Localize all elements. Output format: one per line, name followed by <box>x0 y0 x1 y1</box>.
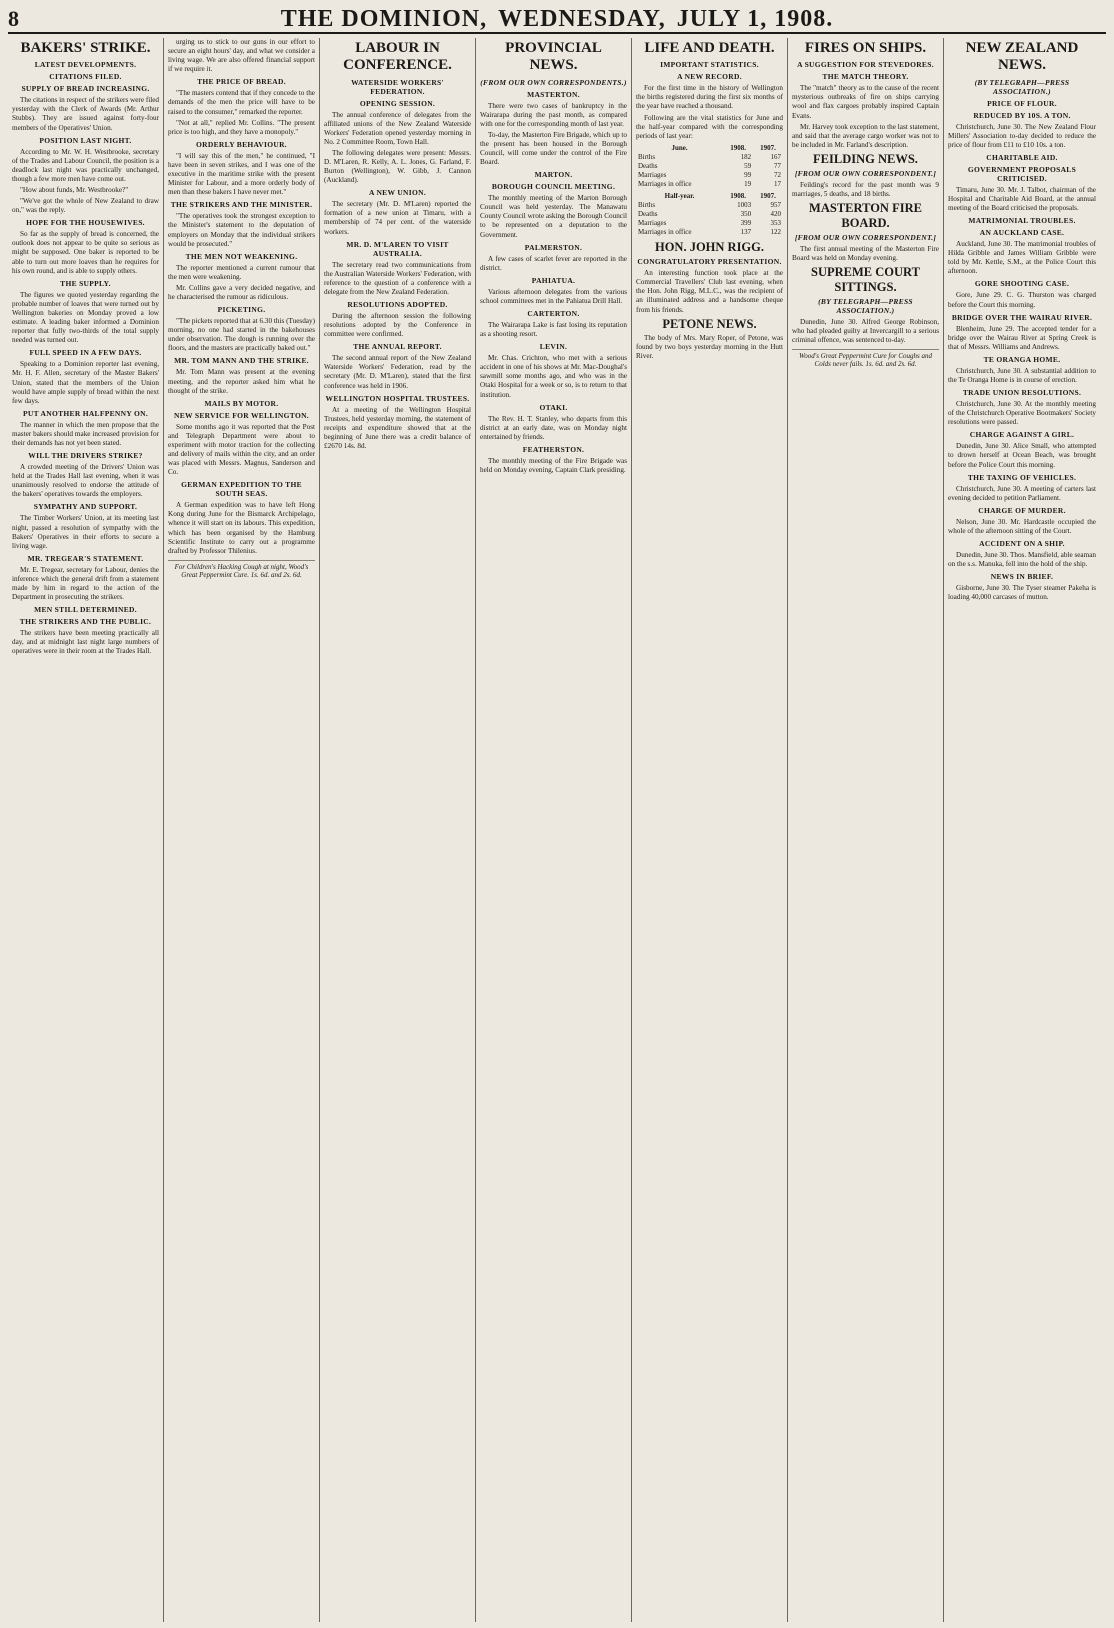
article-paragraph: "The masters contend that if they concede to the demands of the men the price will have to be raised to the consumer," remarked the reporter. <box>168 89 315 116</box>
section-subhead: BRIDGE OVER THE WAIRAU RIVER. <box>951 312 1093 322</box>
stats-value: 122 <box>770 227 781 236</box>
section-subhead: ORDERLY BEHAVIOUR. <box>196 139 287 149</box>
section-subhead: MATRIMONIAL TROUBLES. <box>968 216 1076 226</box>
stats-value: 72 <box>774 170 781 179</box>
article-paragraph: Auckland, June 30. The matrimonial troubles of Hilda Gribble and James William Gribble were told by Mr. Kettle, S.M., at the Police Court this afternoon. <box>948 240 1096 276</box>
stats-value: 957 <box>770 200 781 209</box>
stats-value: 350 <box>740 209 752 218</box>
advertisement: For Children's Hacking Cough at night, Wood's Great Peppermint Cure. 1s. 6d. and 2s. 6d. <box>168 560 315 579</box>
section-subhead: THE SUPPLY. <box>60 278 111 288</box>
article-paragraph: "The pickets reported that at 6.30 this (Tuesday) morning, no one had started in the bakehouses under observation. The dough is running over the floors, and the masters are practically baked out." <box>168 317 315 353</box>
article-paragraph: "We've got the whole of New Zealand to draw on," was the reply. <box>12 197 159 215</box>
article-paragraph: The annual conference of delegates from the affiliated unions of the New Zealand Waterside Workers' Federation opened yesterday morning in No. 2 Committee Room, Town Hall. <box>324 110 471 146</box>
article-paragraph: Christchurch, June 30. At the monthly meeting of the Christchurch Operative Bootmakers' Society resolutions were passed. <box>948 400 1096 427</box>
stats-row <box>636 162 783 171</box>
column-6 <box>788 38 944 1622</box>
article-paragraph: For the first time in the history of Wellington the births registered during the first six months of the year have reached a thousand. <box>636 84 783 111</box>
article-paragraph: Various afternoon delegates from the various school committees met in the Pahiatua Drill Hall. <box>480 287 627 305</box>
article-paragraph: Mr. Tom Mann was present at the evening meeting, and the reporter asked him what he thought of the strike. <box>168 368 315 395</box>
stats-year: 1908. <box>730 191 746 200</box>
article-paragraph: Timaru, June 30. Mr. J. Talbot, chairman of the Hospital and Charitable Aid Board, at the annual meeting of the Board criticised the proposals. <box>948 185 1096 212</box>
section-subhead: FEATHERSTON. <box>522 444 585 454</box>
article-paragraph: Speaking to a Dominion reporter last evening, Mr. H. F. Allen, secretary of the Master Bakers' Union, stated that the members of the Union would have ample supply of bread within the next few days. <box>12 360 159 405</box>
article-paragraph: Mr. Collins gave a very decided negative, and he characterised the rumour as ridiculous. <box>168 283 315 301</box>
article-paragraph: Mr. Harvey took exception to the last statement, and said that the average cargo worker was not to be included in Mr. Farland's description. <box>792 122 939 149</box>
article-paragraph: The "match" theory as to the cause of the recent mysterious outbreaks of fire on ships carrying wool and flax cargoes probably inspired Captain Evans. <box>792 84 939 120</box>
page-number: 8 <box>8 6 19 31</box>
article-paragraph: The strikers have been meeting practically all day, and at midnight last night large numbers of operatives were in their room at the Trades Hall. <box>12 629 159 656</box>
section-subhead: WELLINGTON HOSPITAL TRUSTEES. <box>325 393 470 403</box>
section-subhead: SYMPATHY AND SUPPORT. <box>33 502 138 512</box>
section-subhead: AN AUCKLAND CASE. <box>979 228 1065 238</box>
column-5 <box>632 38 788 1622</box>
stats-label: Marriages in office <box>638 227 692 236</box>
article-paragraph: The body of Mrs. Mary Roper, of Petone, was found by two boys yesterday morning in the Hutt River. <box>636 334 783 361</box>
section-subhead: MASTERTON FIRE BOARD. <box>809 201 922 230</box>
section-subhead: RESOLUTIONS ADOPTED. <box>347 300 448 309</box>
section-subhead: GOVERNMENT PROPOSALS CRITICISED. <box>967 164 1077 183</box>
section-subhead: A NEW UNION. <box>368 188 426 198</box>
article-paragraph: Gore, June 29. C. G. Thurston was charged before the Court this morning. <box>948 291 1096 309</box>
stats-year: 1908. <box>730 143 746 152</box>
section-subhead: (BY TELEGRAPH—PRESS ASSOCIATION.) <box>818 297 913 316</box>
article-paragraph: To-day, the Masterton Fire Brigade, which up to the present has been housed in the Borough Council, will come under the control of the Fire Board. <box>480 130 627 167</box>
section-subhead: MASTERTON. <box>527 89 580 99</box>
stats-value: 77 <box>774 161 781 170</box>
section-subhead: POSITION LAST NIGHT. <box>39 135 132 145</box>
stats-value: 19 <box>744 179 752 188</box>
stats-value: 59 <box>744 161 752 170</box>
section-subhead: THE MEN NOT WEAKENING. <box>185 251 298 261</box>
article-paragraph: Nelson, June 30. Mr. Hardcastle occupied the whole of the afternoon sitting of the Court. <box>948 517 1096 535</box>
article-paragraph: At a meeting of the Wellington Hospital Trustees, held yesterday morning, the statement of receipts and expenditure showed that at the beginning of June there was a credit balance of £2670 14s. 8d. <box>324 405 471 451</box>
section-subhead: IMPORTANT STATISTICS. <box>660 60 759 70</box>
section-subhead: GORE SHOOTING CASE. <box>974 279 1070 289</box>
stats-row <box>636 180 783 189</box>
stats-label: Marriages in office <box>638 179 692 188</box>
paper-name: THE DOMINION, <box>280 6 488 32</box>
article-paragraph: According to Mr. W. H. Westbrooke, secretary of the Trades and Labour Council, the position is a deadlock last night was practically unchanged, though a few more men have come out. <box>12 147 159 183</box>
article-paragraph: The second annual report of the New Zealand Waterside Workers' Federation, read by the secretary (Mr. D. M'Laren), stated that the first conference was held in 1906. <box>324 354 471 390</box>
section-subhead: THE MATCH THEORY. <box>822 72 909 82</box>
section-subhead: THE STRIKERS AND THE PUBLIC. <box>19 617 152 627</box>
article-paragraph: "Not at all," replied Mr. Collins. "The present price is too high, and they have a monopoly." <box>168 118 315 136</box>
column-heading: LIFE AND DEATH. <box>644 40 775 56</box>
stats-value: 17 <box>774 179 781 188</box>
article-paragraph: So far as the supply of bread is concerned, the outlook does not appear to be quite so serious as might be supposed. One baker is reported to be able to turn out more loaves than he requires for his own round, and is able to supply others. <box>12 230 159 275</box>
article-paragraph: The monthly meeting of the Marton Borough Council was held yesterday. The Manawatu County Council wrote asking the Borough Council to be represented on a deputation to the Government. <box>480 194 627 239</box>
section-subhead: A NEW RECORD. <box>677 72 742 82</box>
stats-label: Births <box>638 200 656 209</box>
section-subhead: [FROM OUR OWN CORRESPONDENT.] <box>794 233 937 243</box>
article-paragraph: Feilding's record for the past month was 9 marriages, 5 deaths, and 18 births. <box>792 181 939 199</box>
stats-value: 99 <box>744 170 752 179</box>
article-paragraph: Following are the vital statistics for June and the half-year compared with the corresponding periods of last year: <box>636 113 783 140</box>
issue-day: WEDNESDAY, <box>498 6 666 32</box>
section-subhead: TE ORANGA HOME. <box>983 354 1061 364</box>
article-paragraph: Dunedin, June 30. Alice Small, who attempted to drown herself at Ocean Beach, was brought before the Police Court this morning. <box>948 442 1096 469</box>
article-paragraph: The Wairarapa Lake is fast losing its reputation as a shooting resort. <box>480 321 627 339</box>
stats-row <box>636 219 783 228</box>
stats-table <box>636 144 783 189</box>
stats-year: 1907. <box>760 191 776 200</box>
column-heading: FIRES ON SHIPS. <box>804 40 927 56</box>
article-paragraph: Dunedin, June 30. Thos. Mansfield, able seaman on the s.s. Manuka, fell into the hold of the ship. <box>948 551 1096 569</box>
stats-label: Marriages <box>638 170 667 179</box>
article-paragraph: Christchurch, June 30. The New Zealand Flour Millers' Association to-day decided to reduce the price of flour from £11 to £10 10s. a ton. <box>948 122 1096 149</box>
section-subhead: FULL SPEED IN A FEW DAYS. <box>29 348 142 358</box>
section-subhead: MAILS BY MOTOR. <box>204 398 279 408</box>
section-subhead: HON. JOHN RIGG. <box>654 239 765 254</box>
section-subhead: THE TAXING OF VEHICLES. <box>967 472 1077 482</box>
section-subhead: PETONE NEWS. <box>662 316 757 331</box>
section-subhead: ACCIDENT ON A SHIP. <box>979 539 1065 549</box>
column-heading: PROVINCIAL NEWS. <box>505 40 602 74</box>
stats-value: 1003 <box>737 200 752 209</box>
section-subhead: HOPE FOR THE HOUSEWIVES. <box>26 218 145 228</box>
section-subhead: CARTERTON. <box>527 309 580 318</box>
stats-row <box>636 153 783 162</box>
article-paragraph: The following delegates were present: Messrs. D. M'Laren, R. Kelly, A. L. Jones, G. Farland, F. Burton (Wellington), W. Gibb, J. Cannon (Auckland). <box>324 148 471 185</box>
masthead <box>8 6 1106 34</box>
column-heading: BAKERS' STRIKE. <box>20 40 151 56</box>
section-subhead: MR. TOM MANN AND THE STRIKE. <box>174 356 309 366</box>
section-subhead: THE ANNUAL REPORT. <box>353 342 442 352</box>
article-paragraph: A German expedition was to have left Hong Kong during June for the Bismarck Archipelago, whence it will start on its labours. This expedition, which has been organised by the Hamburg Scientific Institute to carry out a programme drafted by Professor Thilenius. <box>168 501 315 555</box>
column-heading: NEW ZEALAND NEWS. <box>965 40 1079 74</box>
article-paragraph: A crowded meeting of the Drivers' Union was held at the Trades Hall last evening, when it was unanimously resolved to endorse the attitude of the bakers' operatives towards the employers. <box>12 463 159 499</box>
stats-period: Half-year. <box>664 191 695 200</box>
section-subhead: PAHIATUA. <box>531 275 576 285</box>
section-subhead: CHARGE AGAINST A GIRL. <box>969 430 1075 440</box>
section-subhead: THE PRICE OF BREAD. <box>197 77 286 87</box>
stats-label: Deaths <box>638 161 658 170</box>
advertisement: Wood's Great Peppermint Cure for Coughs and Colds never fails. 1s. 6d. and 2s. 6d. <box>792 349 939 368</box>
article-paragraph: The secretary (Mr. D. M'Laren) reported the formation of a new union at Timaru, with a membership of 74 per cent. of the waterside workers. <box>324 200 471 236</box>
section-subhead: REDUCED BY 10S. A TON. <box>973 110 1071 120</box>
stats-row <box>636 210 783 219</box>
section-subhead: CHARGE OF MURDER. <box>978 505 1066 515</box>
column-2 <box>164 38 320 1622</box>
stats-value: 399 <box>740 218 752 227</box>
issue-date: JULY 1, 1908. <box>676 6 834 32</box>
column-4 <box>476 38 632 1622</box>
section-subhead: PRICE OF FLOUR. <box>987 98 1057 108</box>
section-subhead: CHARITABLE AID. <box>986 152 1058 162</box>
section-subhead: GERMAN EXPEDITION TO THE SOUTH SEAS. <box>181 480 302 499</box>
stats-label: Deaths <box>638 209 658 218</box>
article-paragraph: The manner in which the men propose that the master bakers should make increased provision for their demands has not yet been stated. <box>12 420 159 447</box>
stats-label: Marriages <box>638 218 667 227</box>
section-subhead: LEVIN. <box>539 342 568 352</box>
stats-row <box>636 201 783 210</box>
article-paragraph: The Rev. H. T. Stanley, who departs from this district at an early date, was on Monday night entertained by friends. <box>480 414 627 441</box>
section-subhead: MR. D. M'LAREN TO VISIT AUSTRALIA. <box>346 239 449 258</box>
article-paragraph: Some months ago it was reported that the Post and Telegraph Department were about to experiment with motor traction for the collecting and delivery of mails within the city, and an order was placed with Messrs. Magnus, Sanderson and Co. <box>168 422 315 477</box>
section-subhead: PICKETING. <box>217 305 266 315</box>
section-subhead: OTAKI. <box>539 402 568 412</box>
section-subhead: A SUGGESTION FOR STEVEDORES. <box>797 60 934 70</box>
section-subhead: NEWS IN BRIEF. <box>990 572 1054 582</box>
article-paragraph: The citations in respect of the strikers were filed yesterday with the Clerk of Awards (Mr. Arthur Stubbs). They are issued against forty-four members of the Operatives' Union. <box>12 96 159 132</box>
section-subhead: LATEST DEVELOPMENTS. <box>34 60 137 70</box>
article-paragraph: The first annual meeting of the Masterton Fire Board was held on Monday evening. <box>792 245 939 263</box>
stats-row <box>636 171 783 180</box>
section-subhead: (FROM OUR OWN CORRESPONDENTS.) <box>480 77 627 87</box>
article-paragraph: Mr. E. Tregear, secretary for Labour, denies the inference which the general drift from a statement made by him in regard to the action of the Department in prosecuting the strikers. <box>12 565 159 602</box>
section-subhead: PUT ANOTHER HALFPENNY ON. <box>22 408 148 418</box>
article-paragraph: The secretary read two communications from the Australian Waterside Workers' Federation, with reference to the question of a conference with a delegate from the New Zealand Federation. <box>324 260 471 296</box>
article-paragraph: The reporter mentioned a current rumour that the men were weakening. <box>168 263 315 281</box>
stats-period: June. <box>671 143 688 152</box>
section-subhead: SUPREME COURT SITTINGS. <box>811 265 920 294</box>
section-subhead: BOROUGH COUNCIL MEETING. <box>491 182 616 192</box>
article-paragraph: urging us to stick to our guns in our effort to secure an eight hours' day, and what we consider a living wage. We are also offered financial support if we require it. <box>168 38 315 74</box>
section-subhead: NEW SERVICE FOR WELLINGTON. <box>174 410 309 420</box>
stats-value: 353 <box>770 218 781 227</box>
column-1 <box>8 38 164 1622</box>
column-7 <box>944 38 1100 1622</box>
section-subhead: MARTON. <box>534 170 573 180</box>
article-paragraph: Dunedin, June 30. Alfred George Robinson, who had pleaded guilty at Invercargill to a serious criminal offence, was sentenced to-day. <box>792 318 939 345</box>
article-paragraph: The figures we quoted yesterday regarding the probable number of loaves that were turned out by Wellington bakeries on Monday proved a low estimate. A leading baker informed a Dominion reporter that fully two-thirds of the total supply needed was turned out. <box>12 290 159 345</box>
section-subhead: THE STRIKERS AND THE MINISTER. <box>170 200 313 210</box>
section-subhead: MR. TREGEAR'S STATEMENT. <box>27 553 144 563</box>
article-paragraph: Gisborne, June 30. The Tyser steamer Pakeha is loading 40,000 carcases of mutton. <box>948 584 1096 602</box>
article-paragraph: Mr. Chas. Crichton, who met with a serious accident in one of his shows at Mr. Mac-Doughal's sawmill some months ago, and who was in the Otaki Hospital for a week or so, is to return to that institution. <box>480 354 627 399</box>
section-subhead: FEILDING NEWS. <box>813 151 918 166</box>
article-paragraph: Blenheim, June 29. The accepted tender for a bridge over the Wairau River at Spring Creek is that of Messrs. Williams and Andrews. <box>948 324 1096 351</box>
column-heading: LABOUR IN CONFERENCE. <box>343 40 452 74</box>
masthead-title <box>68 6 1046 33</box>
section-subhead: WATERSIDE WORKERS' FEDERATION. <box>351 77 444 96</box>
stats-value: 182 <box>740 152 752 161</box>
article-paragraph: "How about funds, Mr. Westbrooke?" <box>20 186 129 194</box>
section-subhead: CONGRATULATORY PRESENTATION. <box>637 257 782 267</box>
section-subhead: SUPPLY OF BREAD INCREASING. <box>21 84 150 94</box>
article-paragraph: "The operatives took the strongest exception to the Minister's statement to the deputation of employers on Monday that the individual strikers would be prosecuted." <box>168 212 315 248</box>
stats-label: Births <box>638 152 656 161</box>
stats-value: 137 <box>740 227 752 236</box>
article-columns <box>8 38 1106 1622</box>
article-paragraph: "I will say this of the men," he continued, "I have been in seven strikes, and I was one of the executive in the maritime strike with the present Minister for Labour, and a more orderly body of men than these bakers I have never met." <box>168 151 315 197</box>
article-paragraph: The monthly meeting of the Fire Brigade was held on Monday evening, Captain Clark presiding. <box>480 456 627 475</box>
article-paragraph: Christchurch, June 30. A meeting of carters last evening decided to petition Parliament. <box>948 484 1096 502</box>
section-subhead: MEN STILL DETERMINED. <box>34 605 137 615</box>
stats-year: 1907. <box>760 143 776 152</box>
section-subhead: OPENING SESSION. <box>359 98 436 108</box>
stats-value: 420 <box>770 209 781 218</box>
article-paragraph: A few cases of scarlet fever are reported in the district. <box>480 254 627 272</box>
section-subhead: WILL THE DRIVERS STRIKE? <box>28 451 143 461</box>
section-subhead: [FROM OUR OWN CORRESPONDENT.] <box>794 169 937 179</box>
section-subhead: CITATIONS FILED. <box>49 72 122 82</box>
column-3 <box>320 38 476 1622</box>
article-paragraph: There were two cases of bankruptcy in the Wairarapa during the past month, as compared with one for the corresponding month of last year. <box>480 101 627 128</box>
section-subhead: (BY TELEGRAPH—PRESS ASSOCIATION.) <box>974 77 1070 96</box>
section-subhead: TRADE UNION RESOLUTIONS. <box>962 388 1082 398</box>
stats-row <box>636 228 783 237</box>
article-paragraph: During the afternoon session the following resolutions adopted by the Conference in committee were confirmed. <box>324 312 471 339</box>
article-paragraph: An interesting function took place at the Commercial Travellers' Club last evening, when the Hon. John Rigg, M.L.C., was the recipient of an illuminated address and a handsome cheque from his friends. <box>636 269 783 314</box>
section-subhead: PALMERSTON. <box>524 242 583 252</box>
article-paragraph: The Timber Workers' Union, at its meeting last night, passed a resolution of sympathy with the Bakers' Operatives in their efforts to secure a living wage. <box>12 514 159 550</box>
article-paragraph: Christchurch, June 30. A substantial addition to the Te Oranga Home is in course of erection. <box>948 366 1096 384</box>
stats-value: 167 <box>770 152 781 161</box>
stats-table <box>636 192 783 237</box>
